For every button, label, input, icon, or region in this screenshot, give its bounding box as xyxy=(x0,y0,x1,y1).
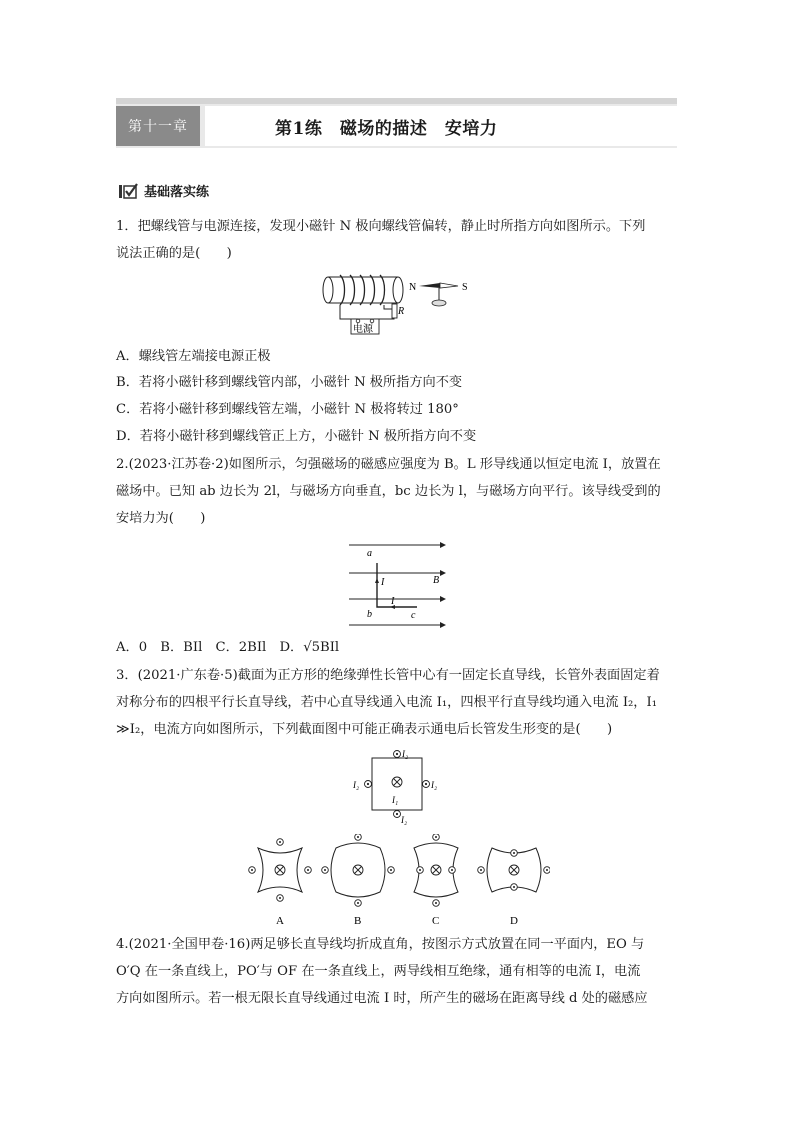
q2-options: A．0 B．BIl C．2BIl D．√5BIl xyxy=(116,640,340,655)
needle-stand xyxy=(432,300,446,306)
power-label: 电源 xyxy=(353,324,373,335)
q1-option-a: A．螺线管左端接电源正极 xyxy=(116,349,271,364)
needle-south xyxy=(440,283,458,288)
choice-b-shape xyxy=(322,834,395,906)
choice-d-label: D xyxy=(510,915,518,927)
field-lines xyxy=(349,545,445,625)
needle-n-label: N xyxy=(409,282,417,293)
choice-b-label: B xyxy=(354,915,362,927)
checkbox-icon xyxy=(118,182,138,199)
point-a-label: a xyxy=(367,548,372,559)
q1-line2: 说法正确的是( ) xyxy=(116,246,232,261)
title-box xyxy=(205,106,677,146)
q2-line1: 2.(2023·江苏卷·2)如图所示，匀强磁场的磁感应强度为 B。L 形导线通以恒定电流 I，放置在 xyxy=(116,457,661,472)
q3-line3: ≫I₂，电流方向如图所示，下列截面图中可能正确表示通电后长管发生形变的是( ) xyxy=(116,722,613,737)
q4-line2: O′Q 在一条直线上，PO′与 OF 在一条直线上，两导线相互绝缘，通有相等的电流 I，电流 xyxy=(116,964,641,979)
label-right: I₂ xyxy=(431,780,438,790)
choice-c-label: C xyxy=(432,915,440,927)
q2-figure xyxy=(345,539,449,631)
resistor xyxy=(392,304,397,318)
q3-choices-figure xyxy=(244,834,550,930)
current-label-bc: I xyxy=(391,596,395,607)
q2-line3: 安培力为( ) xyxy=(116,511,206,526)
point-c-label: c xyxy=(411,610,416,621)
label-bottom: I₂ xyxy=(401,815,408,825)
label-top: I₂ xyxy=(402,749,409,759)
q1-option-d: D．若将小磁针移到螺线管正上方，小磁针 N 极所指方向不变 xyxy=(116,429,477,444)
q3-line1: 3．(2021·广东卷·5)截面为正方形的绝缘弹性长管中心有一固定长直导线，长管外表面固定着 xyxy=(116,668,660,683)
resistor-label: R xyxy=(398,306,405,317)
label-left: I₂ xyxy=(353,780,360,790)
current-label-ab: I xyxy=(381,577,385,588)
choice-c-shape xyxy=(414,834,458,906)
q1-option-b: B．若将小磁针移到螺线管内部，小磁针 N 极所指方向不变 xyxy=(116,375,463,390)
q1-line1: 1．把螺线管与电源连接，发现小磁针 N 极向螺线管偏转，静止时所指方向如图所示。下列 xyxy=(116,219,646,234)
choice-a-label: A xyxy=(276,915,284,927)
point-b-label: b xyxy=(367,609,372,620)
q3-line2: 对称分布的四根平行长直导线，若中心直导线通入电流 I₁，四根平行直导线均通入电流 I₂，I₁ xyxy=(116,695,657,710)
choice-d-shape xyxy=(478,848,550,892)
q4-line3: 方向如图所示。若一根无限长直导线通过电流 I 时，所产生的磁场在距离导线 d 处的磁感应 xyxy=(116,991,648,1006)
q1-option-c: C．若将小磁针移到螺线管左端，小磁针 N 极将转过 180° xyxy=(116,402,459,417)
section-heading xyxy=(118,181,209,200)
q4-line1: 4.(2021·全国甲卷·16)两足够长直导线均折成直角，按图示方式放置在同一平面内，EO 与 xyxy=(116,937,645,952)
label-center: I₁ xyxy=(392,795,399,805)
field-b-label: B xyxy=(433,575,440,586)
choice-a-shape xyxy=(249,839,312,902)
chapter-tab: 第十一章 xyxy=(116,106,200,146)
q2-line2: 磁场中。已知 ab 边长为 2l，与磁场方向垂直，bc 边长为 l，与磁场方向平行。该导线受到的 xyxy=(116,484,661,499)
solenoid xyxy=(323,275,403,305)
needle-s-label: S xyxy=(462,282,468,293)
section-label: 基础落实练 xyxy=(144,185,210,200)
page-title: 第1练 磁场的描述 安培力 xyxy=(275,118,498,139)
needle-north xyxy=(419,283,440,288)
q3-main-figure xyxy=(348,748,444,826)
center-wire-into-icon xyxy=(392,777,402,787)
q1-figure xyxy=(318,271,478,341)
